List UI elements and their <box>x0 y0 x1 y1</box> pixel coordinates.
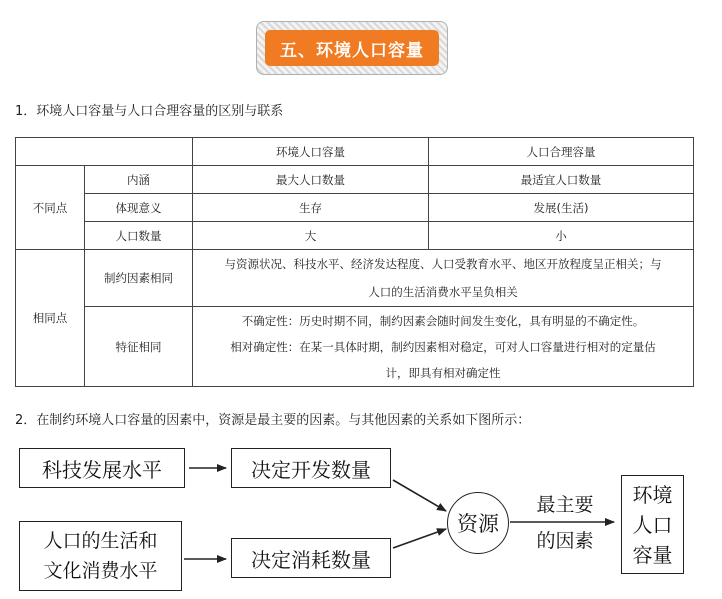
tech-level-box: 科技发展水平 <box>19 448 185 488</box>
capacity-box <box>621 475 684 574</box>
cell-reasonable: 最适宜人口数量 <box>429 166 694 194</box>
table-header-row <box>16 138 694 166</box>
table-row <box>16 250 694 307</box>
table-row <box>16 307 694 387</box>
section-title: 五、环境人口容量 <box>265 30 439 66</box>
factor-desc <box>193 250 694 307</box>
decide-use-box: 决定消耗数量 <box>231 538 391 578</box>
table-row <box>16 166 694 194</box>
cell-reasonable: 小 <box>429 222 694 250</box>
main-factor-line-1: 最主要 <box>536 494 594 516</box>
comparison-table <box>15 137 694 387</box>
heading-2: 2．在制约环境人口容量的因素中，资源是最主要的因素。与其他因素的关系如下图所示： <box>15 413 531 428</box>
table-corner-cell <box>16 138 193 166</box>
heading-1: 1．环境人口容量与人口合理容量的区别与联系 <box>15 104 284 119</box>
capacity-line-3: 容量 <box>632 542 673 567</box>
factor-label: 制约因素相同 <box>85 250 193 307</box>
capacity-line-2: 人口 <box>632 512 673 537</box>
cell-env: 最大人口数量 <box>193 166 429 194</box>
arrow-dev-to-resource <box>393 480 446 511</box>
cell-env: 生存 <box>193 194 429 222</box>
factor-line-1: 与资源状况、科技水平、经济发达程度、人口受教育水平、地区开放程度呈正相关；与 <box>224 257 662 271</box>
table-row <box>16 194 694 222</box>
resource-circle: 资源 <box>447 492 509 554</box>
resource-diagram <box>0 435 722 599</box>
col-header-reasonable: 人口合理容量 <box>429 138 694 166</box>
cell-env: 大 <box>193 222 429 250</box>
main-factor-label <box>525 491 605 555</box>
main-factor-line-2: 的因素 <box>536 530 594 552</box>
feature-line-2: 相对确定性：在某一具体时期，制约因素相对稳定，可对人口容量进行相对的定量估 <box>230 339 656 354</box>
feature-line-3: 计，即具有相对确定性 <box>385 365 501 380</box>
arrow-use-to-resource <box>393 529 446 548</box>
table-row <box>16 222 694 250</box>
consumption-line-2: 文化消费水平 <box>43 560 158 582</box>
row-label: 体现意义 <box>85 194 193 222</box>
section-title-badge <box>256 21 448 75</box>
col-header-env: 环境人口容量 <box>193 138 429 166</box>
feature-label: 特征相同 <box>85 307 193 387</box>
factor-line-2: 人口的生活消费水平呈负相关 <box>368 285 518 299</box>
feature-line-1: 不确定性：历史时期不同，制约因素会随时间发生变化，具有明显的不确定性。 <box>241 313 645 328</box>
decide-dev-box: 决定开发数量 <box>231 448 391 488</box>
diff-label: 不同点 <box>16 166 85 250</box>
consumption-level-box <box>19 521 182 591</box>
row-label: 人口数量 <box>85 222 193 250</box>
capacity-line-1: 环境 <box>632 482 673 507</box>
feature-desc <box>193 307 694 387</box>
same-label: 相同点 <box>16 250 85 387</box>
cell-reasonable: 发展(生活) <box>429 194 694 222</box>
row-label: 内涵 <box>85 166 193 194</box>
consumption-line-1: 人口的生活和 <box>43 530 158 552</box>
